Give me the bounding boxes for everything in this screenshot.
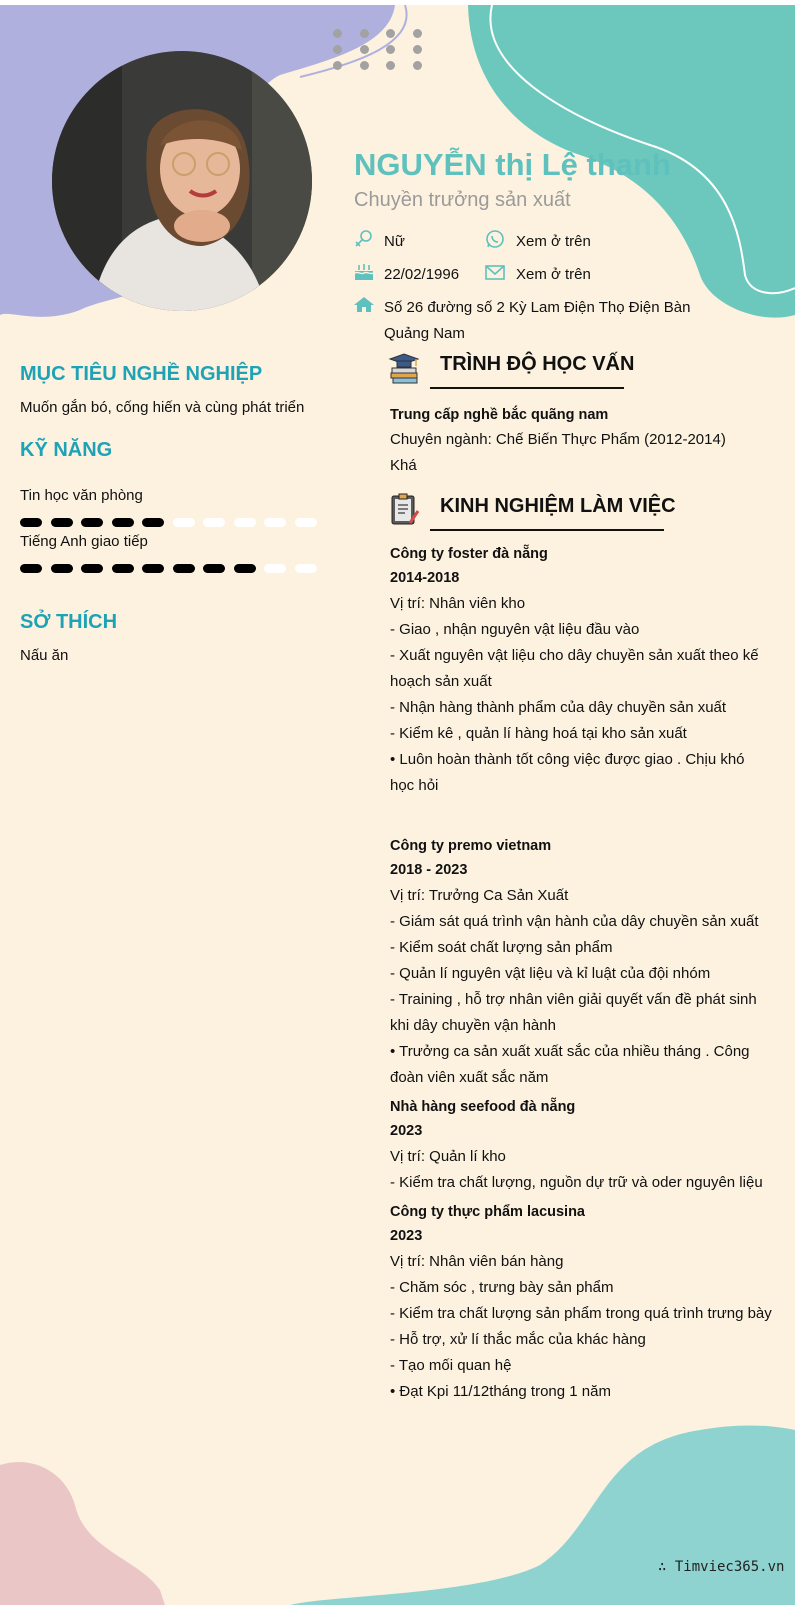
job-detail: - Nhận hàng thành phẩm của dây chuyền sản xuất bbox=[390, 699, 727, 716]
job-detail: • Đạt Kpi 11/12tháng trong 1 năm bbox=[390, 1383, 611, 1400]
job-detail: Vị trí: Nhân viên kho bbox=[390, 595, 526, 612]
hobbies-text: Nấu ăn bbox=[20, 647, 69, 664]
skill-dash-empty bbox=[295, 518, 317, 527]
experience-underline bbox=[430, 529, 664, 531]
skill-dash-empty bbox=[264, 564, 286, 573]
skill-dash-filled bbox=[112, 518, 134, 527]
education-title: TRÌNH ĐỘ HỌC VẤN bbox=[440, 353, 635, 375]
job-detail: - Giao , nhận nguyên vật liệu đầu vào bbox=[390, 621, 640, 638]
skill-level-bar bbox=[20, 563, 320, 575]
skill-name: Tin học văn phòng bbox=[20, 487, 143, 504]
skill-level-bar bbox=[20, 517, 320, 529]
education-underline bbox=[430, 387, 624, 389]
job-detail: - Xuất nguyên vật liệu cho dây chuyền sản xuất theo kế bbox=[390, 647, 759, 664]
job-detail: • Trưởng ca sản xuất xuất sắc của nhiều tháng . Công bbox=[390, 1043, 750, 1060]
hobbies-title: SỞ THÍCH bbox=[20, 611, 118, 633]
job-company: Nhà hàng seefood đà nẵng bbox=[390, 1099, 576, 1115]
skill-dash-filled bbox=[234, 564, 256, 573]
skill-dash-filled bbox=[173, 564, 195, 573]
whatsapp-icon bbox=[484, 229, 506, 249]
objective-title: MỤC TIÊU NGHỀ NGHIỆP bbox=[20, 363, 263, 385]
skill-dash-empty bbox=[234, 518, 256, 527]
education-grade: Khá bbox=[390, 457, 417, 474]
envelope-icon bbox=[484, 263, 506, 283]
skill-dash-empty bbox=[173, 518, 195, 527]
job-detail: - Kiểm tra chất lượng sản phẩm trong quá trình trưng bày bbox=[390, 1305, 772, 1322]
teal-blob-bottom bbox=[290, 1425, 795, 1605]
site-watermark[interactable]: ∴ Timviec365.vn bbox=[658, 1559, 785, 1575]
job-detail: Vị trí: Quản lí kho bbox=[390, 1148, 506, 1165]
skill-dash-empty bbox=[295, 564, 317, 573]
job-detail: Vị trí: Nhân viên bán hàng bbox=[390, 1253, 564, 1270]
job-detail: - Giám sát quá trình vận hành của dây chuyền sản xuất bbox=[390, 913, 759, 930]
job-detail: Vị trí: Trưởng Ca Sản Xuất bbox=[390, 887, 569, 904]
skills-title: KỸ NĂNG bbox=[20, 439, 113, 461]
skill-dash-empty bbox=[264, 518, 286, 527]
job-company: Công ty premo vietnam bbox=[390, 838, 552, 854]
cake-icon bbox=[353, 261, 375, 281]
gender-female-icon bbox=[353, 229, 375, 249]
job-detail: khi dây chuyền vận hành bbox=[390, 1017, 556, 1034]
job-detail: - Kiểm kê , quản lí hàng hoá tại kho sản xuất bbox=[390, 725, 687, 742]
skill-dash-filled bbox=[203, 564, 225, 573]
home-icon bbox=[353, 295, 375, 315]
experience-title: KINH NGHIỆM LÀM VIỆC bbox=[440, 495, 676, 517]
job-period: 2023 bbox=[390, 1123, 423, 1139]
skill-dash-filled bbox=[20, 518, 42, 527]
skill-dash-filled bbox=[81, 518, 103, 527]
job-detail: - Quản lí nguyên vật liệu và kỉ luật của đội nhóm bbox=[390, 965, 711, 982]
job-detail: • Luôn hoàn thành tốt công việc được giao . Chịu khó bbox=[390, 751, 745, 768]
objective-text: Muốn gắn bó, cống hiến và cùng phát triển bbox=[20, 399, 305, 416]
cv-page bbox=[0, 5, 795, 1605]
job-detail: - Kiểm soát chất lượng sản phẩm bbox=[390, 939, 613, 956]
avatar bbox=[52, 51, 312, 311]
job-position: Chuyền trưởng sản xuất bbox=[354, 189, 571, 211]
skill-dash-filled bbox=[81, 564, 103, 573]
job-period: 2018 - 2023 bbox=[390, 862, 468, 878]
books-graduation-cap-icon bbox=[388, 351, 420, 385]
address-line-1: Số 26 đường số 2 Kỳ Lam Điện Thọ Điện Bàn bbox=[384, 299, 691, 316]
skill-dash-filled bbox=[142, 518, 164, 527]
skill-dash-filled bbox=[112, 564, 134, 573]
job-detail: đoàn viên xuất sắc năm bbox=[390, 1069, 549, 1086]
dot-grid-decoration bbox=[330, 29, 430, 79]
education-school: Trung cấp nghề bắc quãng nam bbox=[390, 407, 609, 423]
job-company: Công ty foster đà nẵng bbox=[390, 546, 548, 562]
skill-dash-filled bbox=[142, 564, 164, 573]
job-period: 2023 bbox=[390, 1228, 423, 1244]
gender-value: Nữ bbox=[384, 233, 405, 250]
birthday-value: 22/02/1996 bbox=[384, 266, 460, 283]
skill-dash-filled bbox=[51, 564, 73, 573]
education-major: Chuyên ngành: Chế Biến Thực Phẩm (2012-2014) bbox=[390, 431, 726, 448]
job-detail: - Kiểm tra chất lượng, nguồn dự trữ và oder nguyên liệu bbox=[390, 1174, 763, 1191]
job-company: Công ty thực phẩm lacusina bbox=[390, 1204, 585, 1220]
skill-dash-filled bbox=[20, 564, 42, 573]
job-detail: hoạch sản xuất bbox=[390, 673, 492, 690]
skill-dash-filled bbox=[51, 518, 73, 527]
job-detail: - Training , hỗ trợ nhân viên giải quyết vấn đề phát sinh bbox=[390, 991, 757, 1008]
job-detail: học hỏi bbox=[390, 777, 439, 794]
job-detail: - Hỗ trợ, xử lí thắc mắc của khác hàng bbox=[390, 1331, 646, 1348]
email-value[interactable]: Xem ở trên bbox=[516, 266, 591, 283]
skill-dash-empty bbox=[203, 518, 225, 527]
clipboard-icon bbox=[388, 493, 420, 527]
pink-blob bbox=[0, 1462, 165, 1605]
job-detail: - Chăm sóc , trưng bày sản phẩm bbox=[390, 1279, 614, 1296]
skill-name: Tiếng Anh giao tiếp bbox=[20, 533, 148, 550]
candidate-name: NGUYỄN thị Lệ thanh bbox=[354, 147, 671, 182]
address-line-2: Quảng Nam bbox=[384, 325, 465, 342]
job-period: 2014-2018 bbox=[390, 570, 460, 586]
phone-value[interactable]: Xem ở trên bbox=[516, 233, 591, 250]
job-detail: - Tạo mối quan hệ bbox=[390, 1357, 512, 1374]
